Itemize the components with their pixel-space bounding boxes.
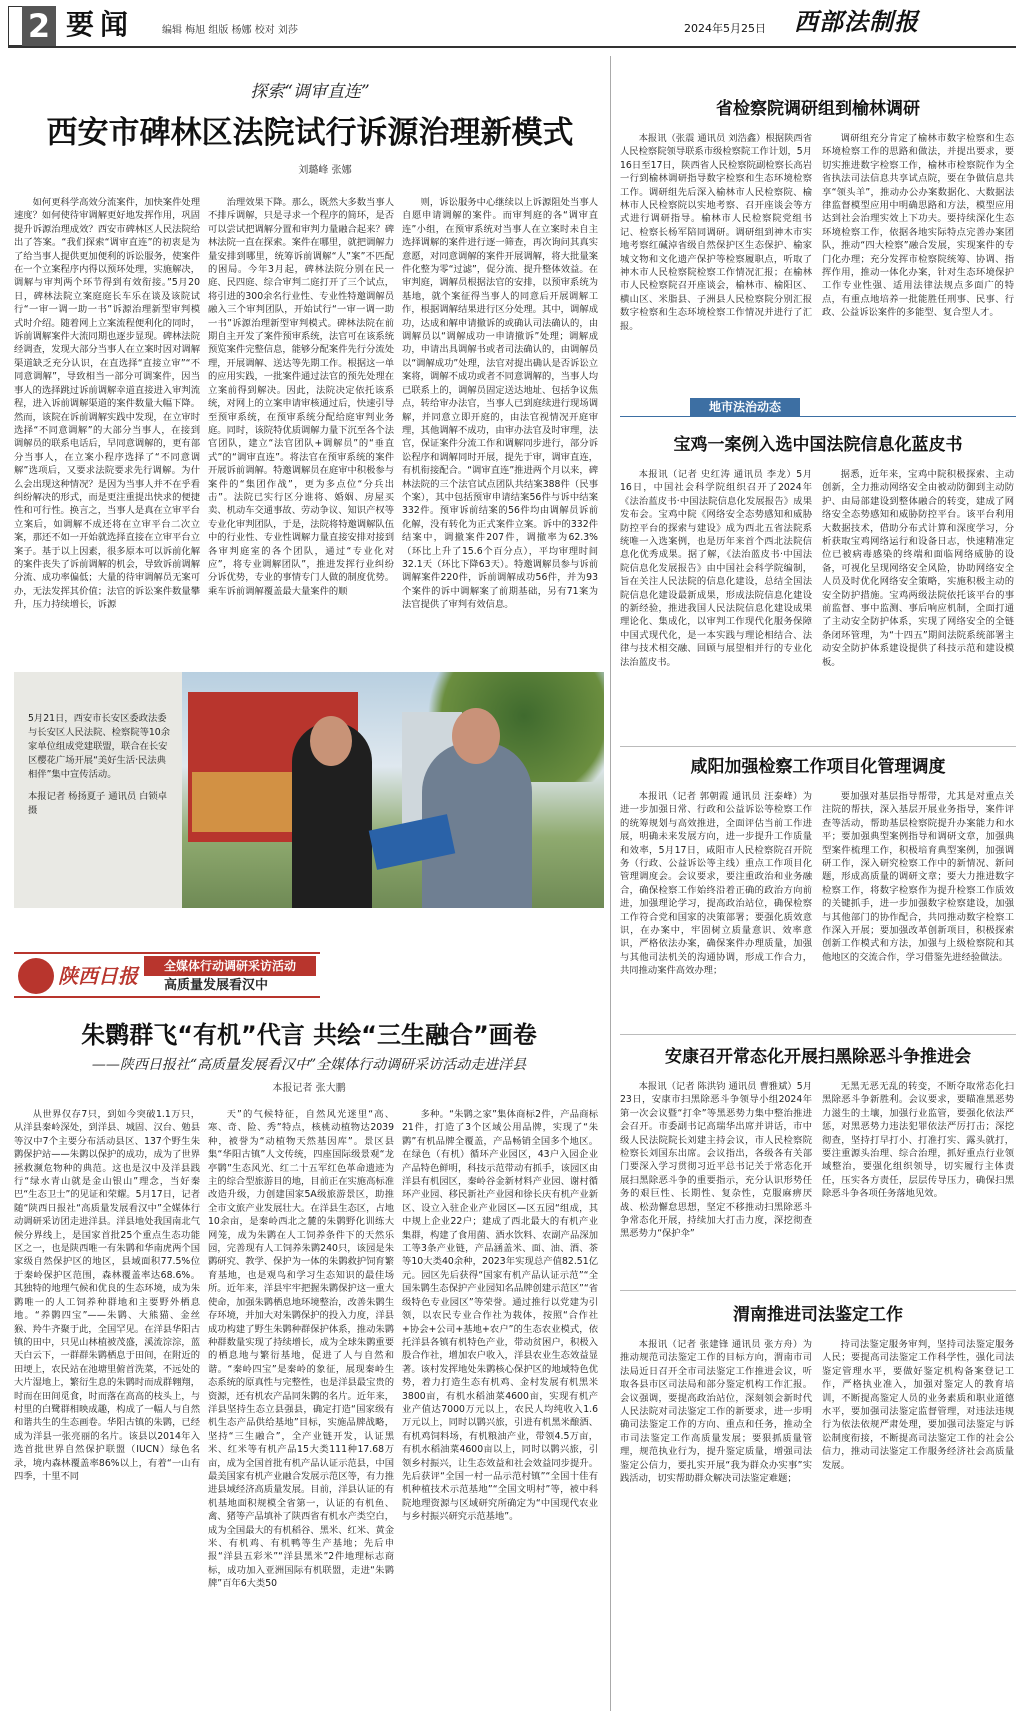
elderly-man-head [452,708,500,764]
series-banner [14,952,320,998]
xianyang-headline[interactable]: 咸阳加强检察工作项目化管理调度 [690,757,946,777]
weinan-col-2: 持司法鉴定服务审判，坚持司法鉴定服务人民；要提高司法鉴定工作科学性，强化司法鉴定管理水平，要做好鉴定机构备案登记工作，严格执业准入，加强对鉴定人的教育培训，不断提高鉴定人员的业务素质和职业道德水平，要加强司法鉴定监督管理，对违法违规行为依法依规严肃处理，要加强司法鉴定与诉讼制度衔接，不断提高司法鉴定工作的社会公信力，推动司法鉴定工作服务经济社会高质量发展。 [822,1339,1014,1471]
photo-scene [182,672,604,908]
lead-kicker: 探索“调审直连” [250,82,370,102]
lead-byline: 刘璐峰 张娜 [298,165,352,176]
section-name: 要闻 [66,8,135,41]
page-number: 2 [22,6,56,46]
page-header [0,0,1024,48]
shaanxi-daily-logo-icon [18,958,54,994]
photo-caption: 5月21日，西安市长安区委政法委与长安区人民法院、检察院等10余家单位组成党建联盟，联合在长安区樱花广场开展“美好生活·民法典相伴”集中宣传活动。 [28,713,170,780]
baoji-headline[interactable]: 宝鸡一案例入选中国法院信息化蓝皮书 [673,435,963,455]
lead-column-2: 治理效果下降。那么，既然大多数当事人不排斥调解，只是寻求一个程序的简环，是否可以尝试把调解分置和审判力量融合起来？碑林法院一直在探索。案件在哪里，就把调解力量安排到哪里，统筹诉前调解“人”案”不匹配的困局。今年3月起，碑林法院分别在民一庭、民四庭、综合审判二庭打开了三个试点，将引进的300余名行业性、专业性特邀调解员融入三个审判团队，开始试行“一审一调一助一书”诉源治理新型审判模式。碑林法院在前期自主开发了案件预审系统，法官可在该系统预览案件完整信息，能够分配案件先行分流处理，开展调解、送达等先期工作。根据这一单的应用实践，一批案件通过法官的预先处理在立案前得到解决。因此，法院决定依托该系统，对网上的立案申请审核通过后，快速引导至预审系统，在预审系统分配给庭审判业务庭。同时，该院特优质调解力量下沉至各个法官团队，建立“法官团队+调解员”的“垂直式”的“调审直连”。将法官在预审系统的案件开展诉前调解。特邀调解员在庭审中积极参与案件的“集团作战”，更为多点位“分兵出击”。法院已实行区分谁将、婚姻、房屋买卖、机动车交通事故、劳动争议、知识产权等专业化审判团队，于是，法院将特邀调解队伍中的行业性、专业性调解力量直接安排对接到各审判庭室的各个团队，通过“专业化对应”，将专业调解团队”，推进发挥行业纠纷分诉优势，专业的事情专门人做的制度优势。乘车诉前调解覆盖最大量案件的顺 [208,197,394,597]
ankang-col-2: 无黑无恶无乱的转变，不断夺取常态化扫黑除恶斗争新胜利。会议要求，要瞄准黑恶势力滋生的土壤，加强行业监管，要强化依法严惩，对黑恶势力违法犯罪依法严厉打击；深挖彻查，坚持打早打小、打准打实、露头就打，要注重源头治理、综合治理，抓好重点行业领域整治，要强化组织领导，切实履行主体责任，压实各方责任，层层传导压力，确保扫黑除恶斗争各项任务落地见效。 [822,1081,1014,1200]
lead-headline[interactable]: 西安市碑林区法院试行诉源治理新模式 [46,115,574,151]
series-label: 全媒体行动调研采访活动 [144,956,316,976]
series-subtitle: 高质量发展看汉中 [164,978,269,993]
procuratorate-col-1: 本报讯（张震 通讯员 刘浩鑫）根据陕西省人民检察院领导联系市级检察院工作计划，5月16日至17日，陕西省人民检察院副检察长高岩一行到榆林调研指导数字检察和生态环境检察工作。调研组先后深入榆林市人民检察院、榆林市人民检察院以实地考察、召开座谈会等方式进行调研指导。榆林市人民检察院党组书记、检察长杨军陪同调研。调研组到神木市实地考察红碱淖省级自然保护区生态保护、榆家城文物和文化遗产保护等检察履职点，听取了神木市人民检察院检察工作情况汇报；在榆林市人民检察院召开座谈会，榆林市、榆阳区、横山区、米脂县、子洲县人民检察院分别汇报数字检察和生态环境检察工作情况并进行了汇报。 [620,133,812,332]
editor-credits: 编辑 梅旭 组版 杨娜 校对 刘莎 [162,25,298,36]
feature-subhead: ——陕西日报社“高质量发展看汉中”全媒体行动调研采访活动走进洋县 [91,1057,527,1073]
section-tag-local: 地市法治动态 [690,398,800,416]
ankang-col-1: 本报讯（记者 陈洪钧 通讯员 曹雅斌）5月23日，安康市扫黑除恶斗争领导小组2024年第一次会议暨“打伞”等黑恶势力集中整治推进会召开。市委副书记高瑞华出席并讲话，市中级人民法院院长刘建主持会议，市人民检察院检察长刘国东出席。会议指出，各级各有关部门要深入学习贯彻习近平总书记关于常态化开展扫黑除恶斗争的重要指示，充分认识形势任务的艰巨性、长期性、复杂性，克服麻痹厌战、松劲懈怠思想，坚定不移推动扫黑除恶斗争常态化开展，持续加大打击力度，深挖彻查黑恶势力“保护伞” [620,1081,812,1240]
feature-column-3: 多种。“朱鹮之家”集体商标2件，产品商标21件，打造了3个区域公用品牌，实现了“朱鹮”有机品牌全覆盖，产品畅销全国多个地区。在绿色（有机）循环产业园区，43户入园企业产品特色鲜明，科技示范带动有抓手，该园区由洋县有机园区，秦岭谷金新材料产业园、谢村循环产业园、移民新社产业园和徐长庆有机产业新区、设立入驻企业产业园区—区五园“组成，其中规上企业22户；建成了西北最大的有机产业集群，构建了食用菌、酒水饮料、农副产品深加工等3条产业链，产品涵盖米、面、油、酒、茶等10大类40余种，2023年实现总产值82.51亿元。园区先后获得“国家有机产品认证示范”“全国朱鹮生态保护产业园知名品牌创建示范区”“省级特色专业园区”等荣誉。通过推行以党建为引领，以农民专业合作社为载体，按照“合作社+协会+公司+基地+农户”的生态农业模式，依托洋县各镇有机特色产业，带动贫困户，积极入股合作社，增加农户收入，洋县农业生态效益显著。该村发挥地处朱鹮核心保护区的地域特色优势，着力打造生态有机鸡、金村发展有机黑米3800亩，有机水稻油菜4600亩，实现有机产业产值达7000万元以上，农民人均纯收入1.6万元以上，同时以鹮兴旅，引进有机黑米酿酒、有机鸡饲料场，有机粮油产业，带领4.5万亩，有机水稻油菜4600亩以上，同时以鹮兴旅，引领乡村振兴，让生态效益和社会效益同步提升。先后获评“全国一村一品示范村镇”“全国十佳有机种植技术示范基地”“全国文明村”等，被中科院地理资源与区域研究所确定为“中国现代农业与乡村振兴研究示范基地”。 [402,1109,598,1523]
news-photo [14,672,604,908]
weinan-col-1: 本报讯（记者 张建锋 通讯员 张方舟）为推动规范司法鉴定工作的目标方向，渭南市司法局近日召开全市司法鉴定工作推进会议，听取各县市区司法局和部分鉴定机构工作汇报。会议强调，要提高政治站位，深刻领会新时代人民法院对司法鉴定工作的新要求，进一步明确司法鉴定工作的方向、重点和任务，推动全市司法鉴定工作高质量发展；要狠抓质量管理，规范执业行为，提升鉴定质量，增强司法鉴定公信力，要扎实开展“我为群众办实事”实践活动，切实帮助群众解决司法鉴定难题； [620,1339,812,1485]
xianyang-col-2: 要加强对基层指导帮带，尤其是对重点关注院的帮扶，深入基层开展业务指导，案件评查等活动，帮助基层检察院提升办案能力和水平；要加强典型案例指导和调研文章，加强典型案件梳理工作，积极培育典型案例，加强调研工作，深入研究检察工作中的新情况、新问题，形成高质量的调研文章；要大力推进数字检察工作，将数字检察作为提升检察工作质效的关键抓手，进一步加强数字检察建设，加强与其他部门的协作配合，共同推动数字检察工作深入开展；要加强改革创新项目，积极探索创新工作模式和方法，加强与上级检察院和其他地区的交流合作，学习借鉴先进经验做法。 [822,791,1014,963]
feature-headline[interactable]: 朱鹮群飞“有机”代言 共绘“三生融合”画卷 [81,1021,537,1049]
weinan-headline[interactable]: 渭南推进司法鉴定工作 [733,1305,903,1325]
newspaper-logo: 西部法制报 [794,7,919,36]
divider-3 [620,1290,1016,1291]
ankang-headline[interactable]: 安康召开常态化开展扫黑除恶斗争推进会 [665,1047,971,1067]
divider-1 [620,746,1016,747]
procuratorate-headline[interactable]: 省检察院调研组到榆林调研 [716,99,920,119]
series-logo-text: 陕西日报 [58,964,138,988]
staff-person-head [310,716,352,766]
divider-2 [620,1034,1016,1035]
feature-column-1: 从世界仅存7只，到如今突破1.1万只，从洋县秦岭深处，到洋县、城固、汉台、勉县等汉中7个主要分布活动县区、137个野生朱鹮保护站——朱鹮以保护的成功，成为了世界拯救濒危物种的典范。这也是汉中及洋县践行“绿水青山就是金山银山”理念，当好秦巴“生态卫士”的见证和荣耀。5月17日，记者随“陕西日报社“高质量发展看汉中”全媒体行动调研采访团走进洋县。洋县地处我国南北气候分界线上，是国家首批25个重点生态功能区之一，也是陕西唯一有朱鹮和华南虎两个国家级自然保护区的地区，县域面积77.5%位于秦岭保护区范围，森林覆盖率达68.6%。其独特的地理气候和优良的生态环境，成为朱鹮唯一的人工饲养种群地和主要野外栖息地。“养鹮四宝”——朱鹮、大熊猫、金丝猴、羚牛齐聚于此，全国罕见。在洋县华阳古镇的田中，只见山林植被茂盛，溪流淙淙，蓝天白云下，一群群朱鹮栖息于田间，在附近的田埂上，农民站在池塘里俯首洗菜，不远处的大片湿地上，繁衍生息的朱鹮时而成群翱翔，时而在田间觅食，时而落在高高的枝头上，与村里的白鹭群相映成趣，构成了一幅人与自然和谐共生的生态画卷。华阳古镇的朱鹮，已经成为洋县一张亮丽的名片。该县以2014年入选首批世界自然保护联盟（IUCN）绿色名录，境内森林覆盖率86%以上，有着“一山有四季，十里不同 [14,1109,200,1482]
lead-column-3: 则，诉讼服务中心继续以上诉源阻处当事人自愿申请调解的案件。而审判庭的各“调审直连”小组，在预审系统对当事人在立案时未自主选择调解的案件进行逐一筛查，再次询问其真实意愿，对同意调解的案件开展调解，将大批量案件化整为零“过滤”，促分流、提升整体效益。在审判庭，调解员根据法官的安排，以预审系统为基地，就个案征得当事人的同意后开展调解工作，根据调解结果进行区分处理。其中，调解成功，达成和解申请撤诉的或确认司法确认的，由调解员以“调解成功一申请撤诉”处理；调解成功，申请出具调解书或者司法确认的，由调解员以“调解成功”处理，法官对提出确认是否诉讼立案将，调解不成功或者不同意调解的，当事人均已联系上的，调解员固定送达地址、包括争议焦点，转给审办法官，当事人已到庭续进行现场调解，并同意立即开庭的，由法官视情况开庭审理，其他调解不成功，由审办法官及时审理，法官，保证案件分流工作和调解同步进行，部分诉讼程序和调解同时开展，提先于审，调审直连，有机衔接配合。“调审直连”推进两个月以来，碑林法院的三个法官试点团队共结案388件（民事个案），其中包括预审申请结案56件与诉中结案332件。预审诉前结案的56件均由调解员诉前化解，没有转化为正式案件立案。诉中的332件结案中，调撤案件207件，调撤率为62.3%（环比上升了15.6个百分点），平均审理时间32.1天（环比下降63天）。特邀调解员参与诉前调解案件220件，诉前调解成功56件，并为93个案件的诉中调解案了前期基础，另有71案为法官提供了审判有效信息。 [402,197,598,611]
header-rule [8,46,1016,48]
procuratorate-col-2: 调研组充分肯定了榆林市数字检察和生态环境检察工作的思路和做法，并提出要求，要切实推进数字检察工作，榆林市检察院作为全省执法司法信息共享试点院，要在争做信息共享“领头羊”，推动办公办案数据化、大数据法律监督模型应用中明确思路和方法，模型应用达到社会治理实效上下功夫。要持续深化生态环境检察工作，依据各地实际特点完善办案团队，推动“四大检察”融合发展，实现案件的专门化办理；充分发挥市检察院统筹、协调、指挥作用，推动一体化办案，针对生态环境保护工作专业性强、适用法律法规点多面广的特点，有重点地培养一批能胜任刑事、民事、行政、公益诉讼案件的多能型、复合型人才。 [822,133,1014,319]
feature-column-2: 天”的气候特征，自然风光迷里“高、寒、奇、险、秀”特点，核桃动植物达2039种，被誉为“动植物天然基因库”。景区县集“华阳古镇”人文传统，四座国际级景观“龙亭鹮”生态风光、红二十五军红色革命遗迹为主的综合型旅游目的地，目前正在实施高标准改造升级，力创建国家5A级旅游景区，助推全市文旅产业发展壮大。在洋县生态区，占地10余亩，是秦岭西北之麓的朱鹮野化训练大网笼，成为朱鹮在人工饲养条件下的天然乐园，完善现有人工饲养朱鹮240只，该园是朱鹮研究、教学、保护为一体的朱鹮救护饲育繁育基地，也是观鸟和学习生态知识的最佳场所。近年来，洋县牢牢把握朱鹮保护这一重大使命，加强朱鹮栖息地环境整治，改善朱鹮生存环境，并加大对朱鹮保护的投入力度，洋县成功构建了野生朱鹮种群保护体系，推动朱鹮种群数量实现了持续增长，成为全球朱鹮重要的栖息地与繁衍基地，促进了人与自然和谐。“秦岭四宝”是秦岭的象征，展现秦岭生态系统的原真性与完整性，也是洋县最宝贵的资源，还有机农产品同朱鹮的名片。近年来，洋县坚持生态立县强县，确定打造“国家级有机生态产品供给基地”目标，实施品牌战略，坚持“三生融合”，全产业链开发，认证黑米、红米等有机产品15大类111种17.68万亩，成为全国首批有机产品认证示范县，中国最美国家有机产业融合发展示范区等，有力推进县域经济高质量发展。目前，洋县认证的有机基地面积规模全省第一，认证的有机鱼、禽、猪等产品填补了陕西省有机水产类空白，成为全国最大的有机稻谷、黑米、红米、黄金米、有机鸡、有机鸭等生产基地；先后申报“洋县五彩米”“洋县黑米”2件地理标志商标，成功加入亚洲国际有机联盟，走进“朱鹮牌”百年6大类50 [208,1109,394,1590]
feature-byline: 本报记者 张大鹏 [272,1083,346,1094]
issue-date: 2024年5月25日 [684,22,766,35]
xianyang-col-1: 本报讯（记者 郭朝霞 通讯员 汪泰峰）为进一步加强日常、行政和公益诉讼等检察工作的统筹规划与高效推进，全面评估当前工作进展，明确未来发展方向，进一步提升工作质量和效率，5月17日，咸阳市人民检察院召开院务（行政、公益诉讼等主线）重点工作项目化管理调度会。会议要求，要注重政治和业务融合，确保检察工作始终沿着正确的政治方向前进，加强理论学习，提高政治站位，确保检察工作符合党和国家的决策部署；要强化质效意识，在办案中，牢固树立质量意识、效率意识，严格依法办案，确保案件办理质量，加强与其他司法机关的沟通协调，形成工作合力，共同推动案件高效办理； [620,791,812,977]
baoji-col-2: 据悉，近年来，宝鸡中院积极探索、主动创新，全力推动网络安全由被动防御到主动防护、由局部建设到整体融合的转变，建成了网络安全态势感知和威胁防控平台。该平台利用大数据技术，借助分布式计算和深度学习，分析获取宝鸡网络运行和设备日志，快速精准定位已被病毒感染的终端和面临网络威胁的设备，可视化呈现网络安全风险，协助网络安全人员及时优化网络安全策略，实施积极主动的安全防护措施。宝鸡两级法院依托该平台的事前监督、事中监测、事后响应机制，全面打通了主动安全防护体系，实现了网络安全的全链条闭环管理，为“十四五”期间法院系统部署主动安全防护体系建设提供了科技示范和建设模板。 [822,469,1014,668]
photo-credit: 本报记者 杨扬夏子 通讯员 白锁卓 摄 [28,791,168,816]
photo-caption-box [14,672,182,908]
baoji-col-1: 本报讯（记者 史红涛 通讯员 李龙）5月16日，中国社会科学院组织召开了2024年《法治蓝皮书·中国法院信息化发展报告》成果发布会。宝鸡中院《网络安全态势感知和威胁防控平台的探索与建设》成为西北五省法院系统唯一入选案例，也是历年来首个西北法院信息化优秀成果。据了解，《法治蓝皮书·中国法院信息化发展报告》由中国社会科学院编制，旨在关注人民法院的信息化建设，总结全国法院信息化建设最新成果，形成法院信息化建设的新经验，推进我国人民法院信息化建设成果理论化、集成化，以审判工作现代化服务保障中国式现代化，是一本实践与理论相结合、法律与技术相交融、回顾与展望相并行的专业化法治蓝皮书。 [620,469,812,668]
column-divider [610,56,611,1711]
section-tag-rule [620,416,1016,417]
lead-column-1: 如何更科学高效分流案件，加快案件处理速度？如何使待审调解更好地发挥作用，巩固提升诉源治理成效？西安市碑林区人民法院给出了答案。“我们探索“调审直连”的初衷是为了给当事人提供更加便利的诉讼服务，使案件在一个立案程序内得以预环处理，实施解决，调解与审判两个环节得到有效衔接。”5月20日，碑林法院立案庭庭长车乐在谈及该院试行“一审一调一助一书”诉源治理新型审判模式时介绍。随着网上立案流程便利化的同时，诉前调解案件大流同期也逐步显现。碑林法院经调查，发现大部分当事人在立案时因对调解渠道缺乏充分认识，在直选择“直接立审”“不同意调解”，导致相当一部分可调案件，因当事人的选择跳过诉前调解幸道直接进入审判流程，进入诉前调解渠道的案件数量大幅下降。然而，该院在诉前调解实践中发现，在立审时选择“不同意调解”的大部分当事人，在接到调解员的联系电话后，早同意调解的，更有部分当事人，在立案小程序选择了“不同意调解”选项后，又要求法院要求先行调解。为什么会出现这种情况？是因为当事人并不在乎看纠纷解决的形式，而是更注重提出快求的便捷性和可行性。换言之，当事人是真在立审平台立案后，如调解不成还将在立审平台二次立案，那还不如一开始就选择直接在立审平台立案子。基于以上因素，很多原本可以诉前化解的案件丧失了诉前调解的机会，导致诉前调解分流、成功率偏低；大量的待审调解员无案可办，无法发挥其价值；法官的诉讼案件数量攀升，压力持续增长，诉源 [14,197,200,611]
